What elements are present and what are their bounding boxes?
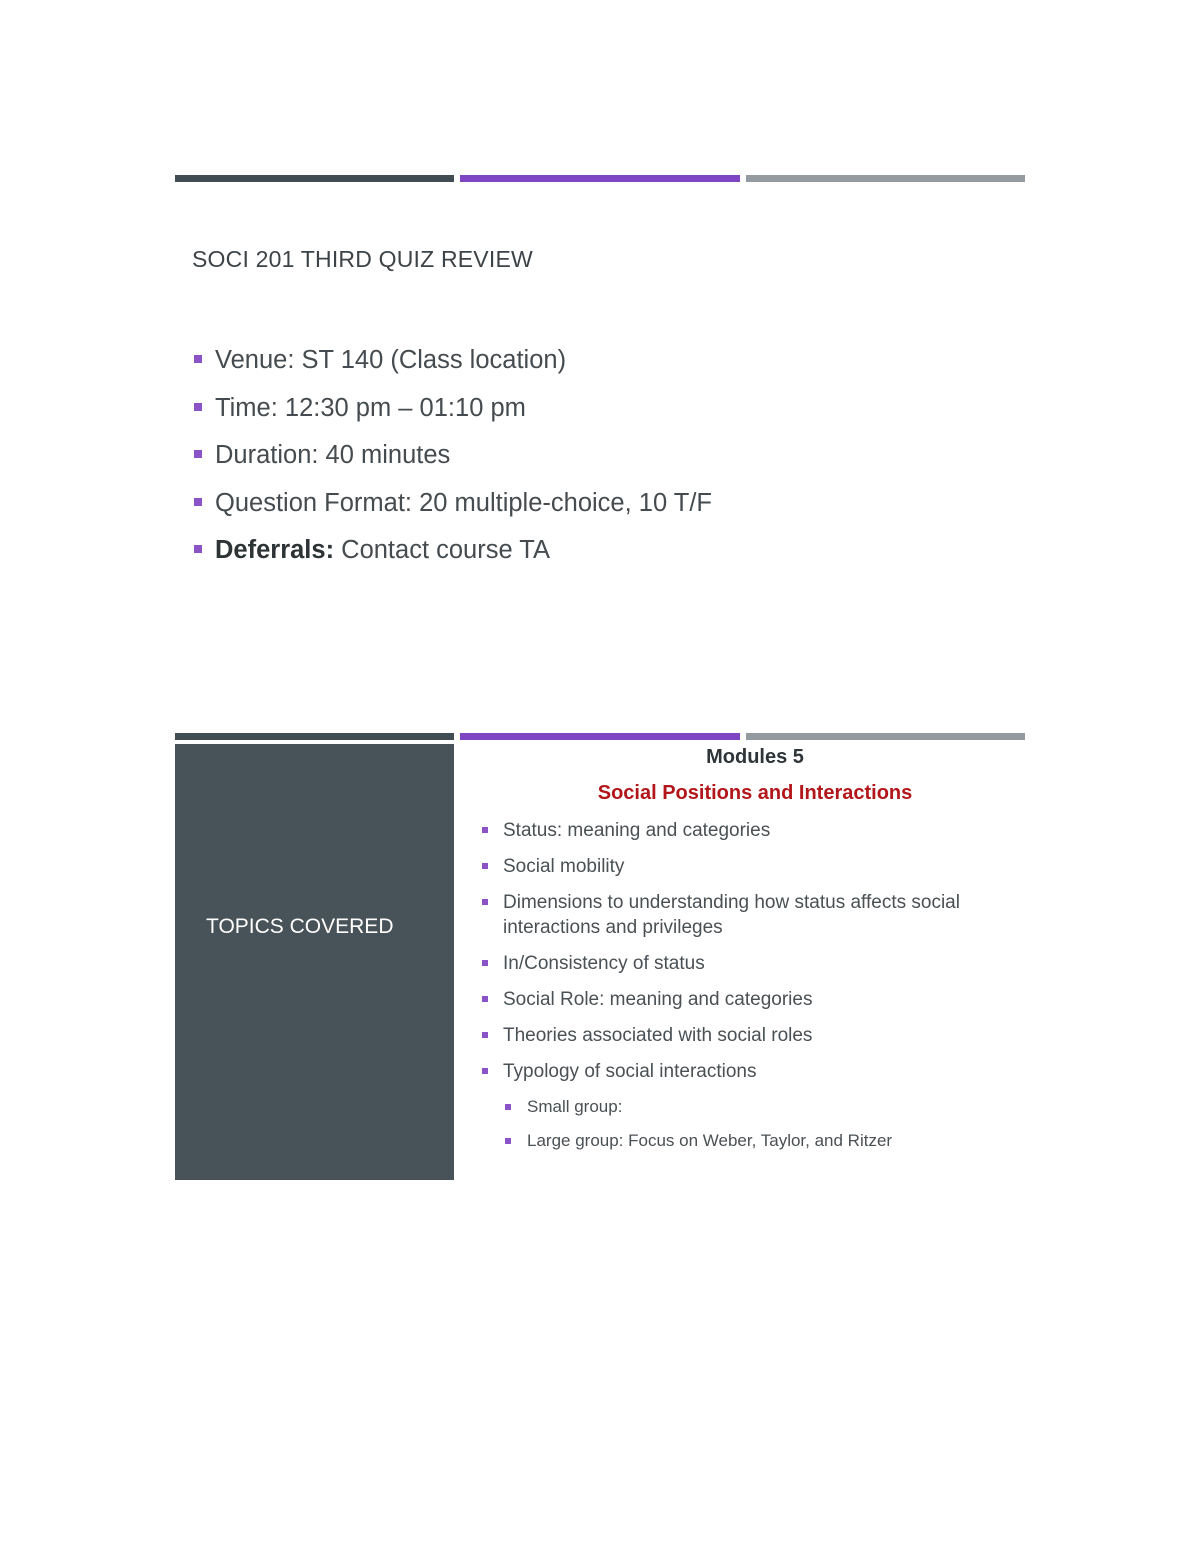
square-bullet-icon [505,1104,511,1110]
topic-item [480,1059,1030,1084]
square-bullet-icon [482,827,488,833]
info-item-duration [192,436,712,474]
header-bar-dark [175,733,454,740]
topic-item-text: Status: meaning and categories [503,820,771,841]
topic-item-text: In/Consistency of status [503,953,705,974]
square-bullet-icon [194,355,202,363]
square-bullet-icon [482,996,488,1002]
info-item-text: Time: 12:30 pm – 01:10 pm [215,393,526,422]
modules-subheading: Social Positions and Interactions [597,782,913,804]
square-bullet-icon [482,863,488,869]
square-bullet-icon [194,545,202,553]
info-item-text: Duration: 40 minutes [215,441,451,469]
topic-item [480,890,1030,940]
quiz-info-list [192,341,712,579]
info-item-time [192,389,712,427]
subtopic-item-text: Large group: Focus on Weber, Taylor, and Ritzer [527,1131,893,1150]
info-item-text: Venue: ST 140 (Class location) [215,346,567,374]
header-bar-gray [746,733,1025,740]
topic-item [480,1023,1030,1048]
slide2-header-bars [175,733,1025,740]
square-bullet-icon [482,960,488,966]
topics-side-panel [175,744,454,1180]
square-bullet-icon [505,1138,511,1144]
topic-item-text: Social Role: meaning and categories [503,989,813,1010]
subtopic-item-text: Small group: [527,1097,623,1116]
topic-item-text: Dimensions to understanding how status affects social interactions and privileges [503,892,960,938]
square-bullet-icon [194,403,202,411]
topic-item-text: Social mobility [503,856,625,877]
header-bar-purple [460,733,740,740]
info-item-format [192,484,712,522]
info-item-text: Question Format: 20 multiple-choice, 10 T/F [215,488,712,517]
slide1-title: SOCI 201 THIRD QUIZ REVIEW [192,246,533,272]
square-bullet-icon [194,450,202,458]
subtopic-item [480,1095,1030,1119]
topic-item-text: Theories associated with social roles [503,1025,813,1046]
topic-item [480,818,1030,843]
header-bar-dark [175,175,454,182]
square-bullet-icon [482,899,488,905]
modules-heading: Modules 5 [706,746,804,768]
slide1-header-bars [175,175,1025,182]
header-bar-purple [460,175,740,182]
subtopic-item [480,1129,1030,1153]
square-bullet-icon [482,1032,488,1038]
info-item-venue [192,341,712,379]
topic-item-text: Typology of social interactions [503,1061,757,1082]
header-bar-gray [746,175,1025,182]
info-item-bold-label: Deferrals: [215,536,335,564]
topic-item [480,987,1030,1012]
topic-item [480,854,1030,879]
square-bullet-icon [194,498,202,506]
topic-list [480,818,1030,1163]
topic-item [480,951,1030,976]
info-item-deferrals [192,531,712,569]
square-bullet-icon [482,1068,488,1074]
info-item-text: Contact course TA [334,536,550,564]
topics-panel-label: TOPICS COVERED [206,915,394,938]
